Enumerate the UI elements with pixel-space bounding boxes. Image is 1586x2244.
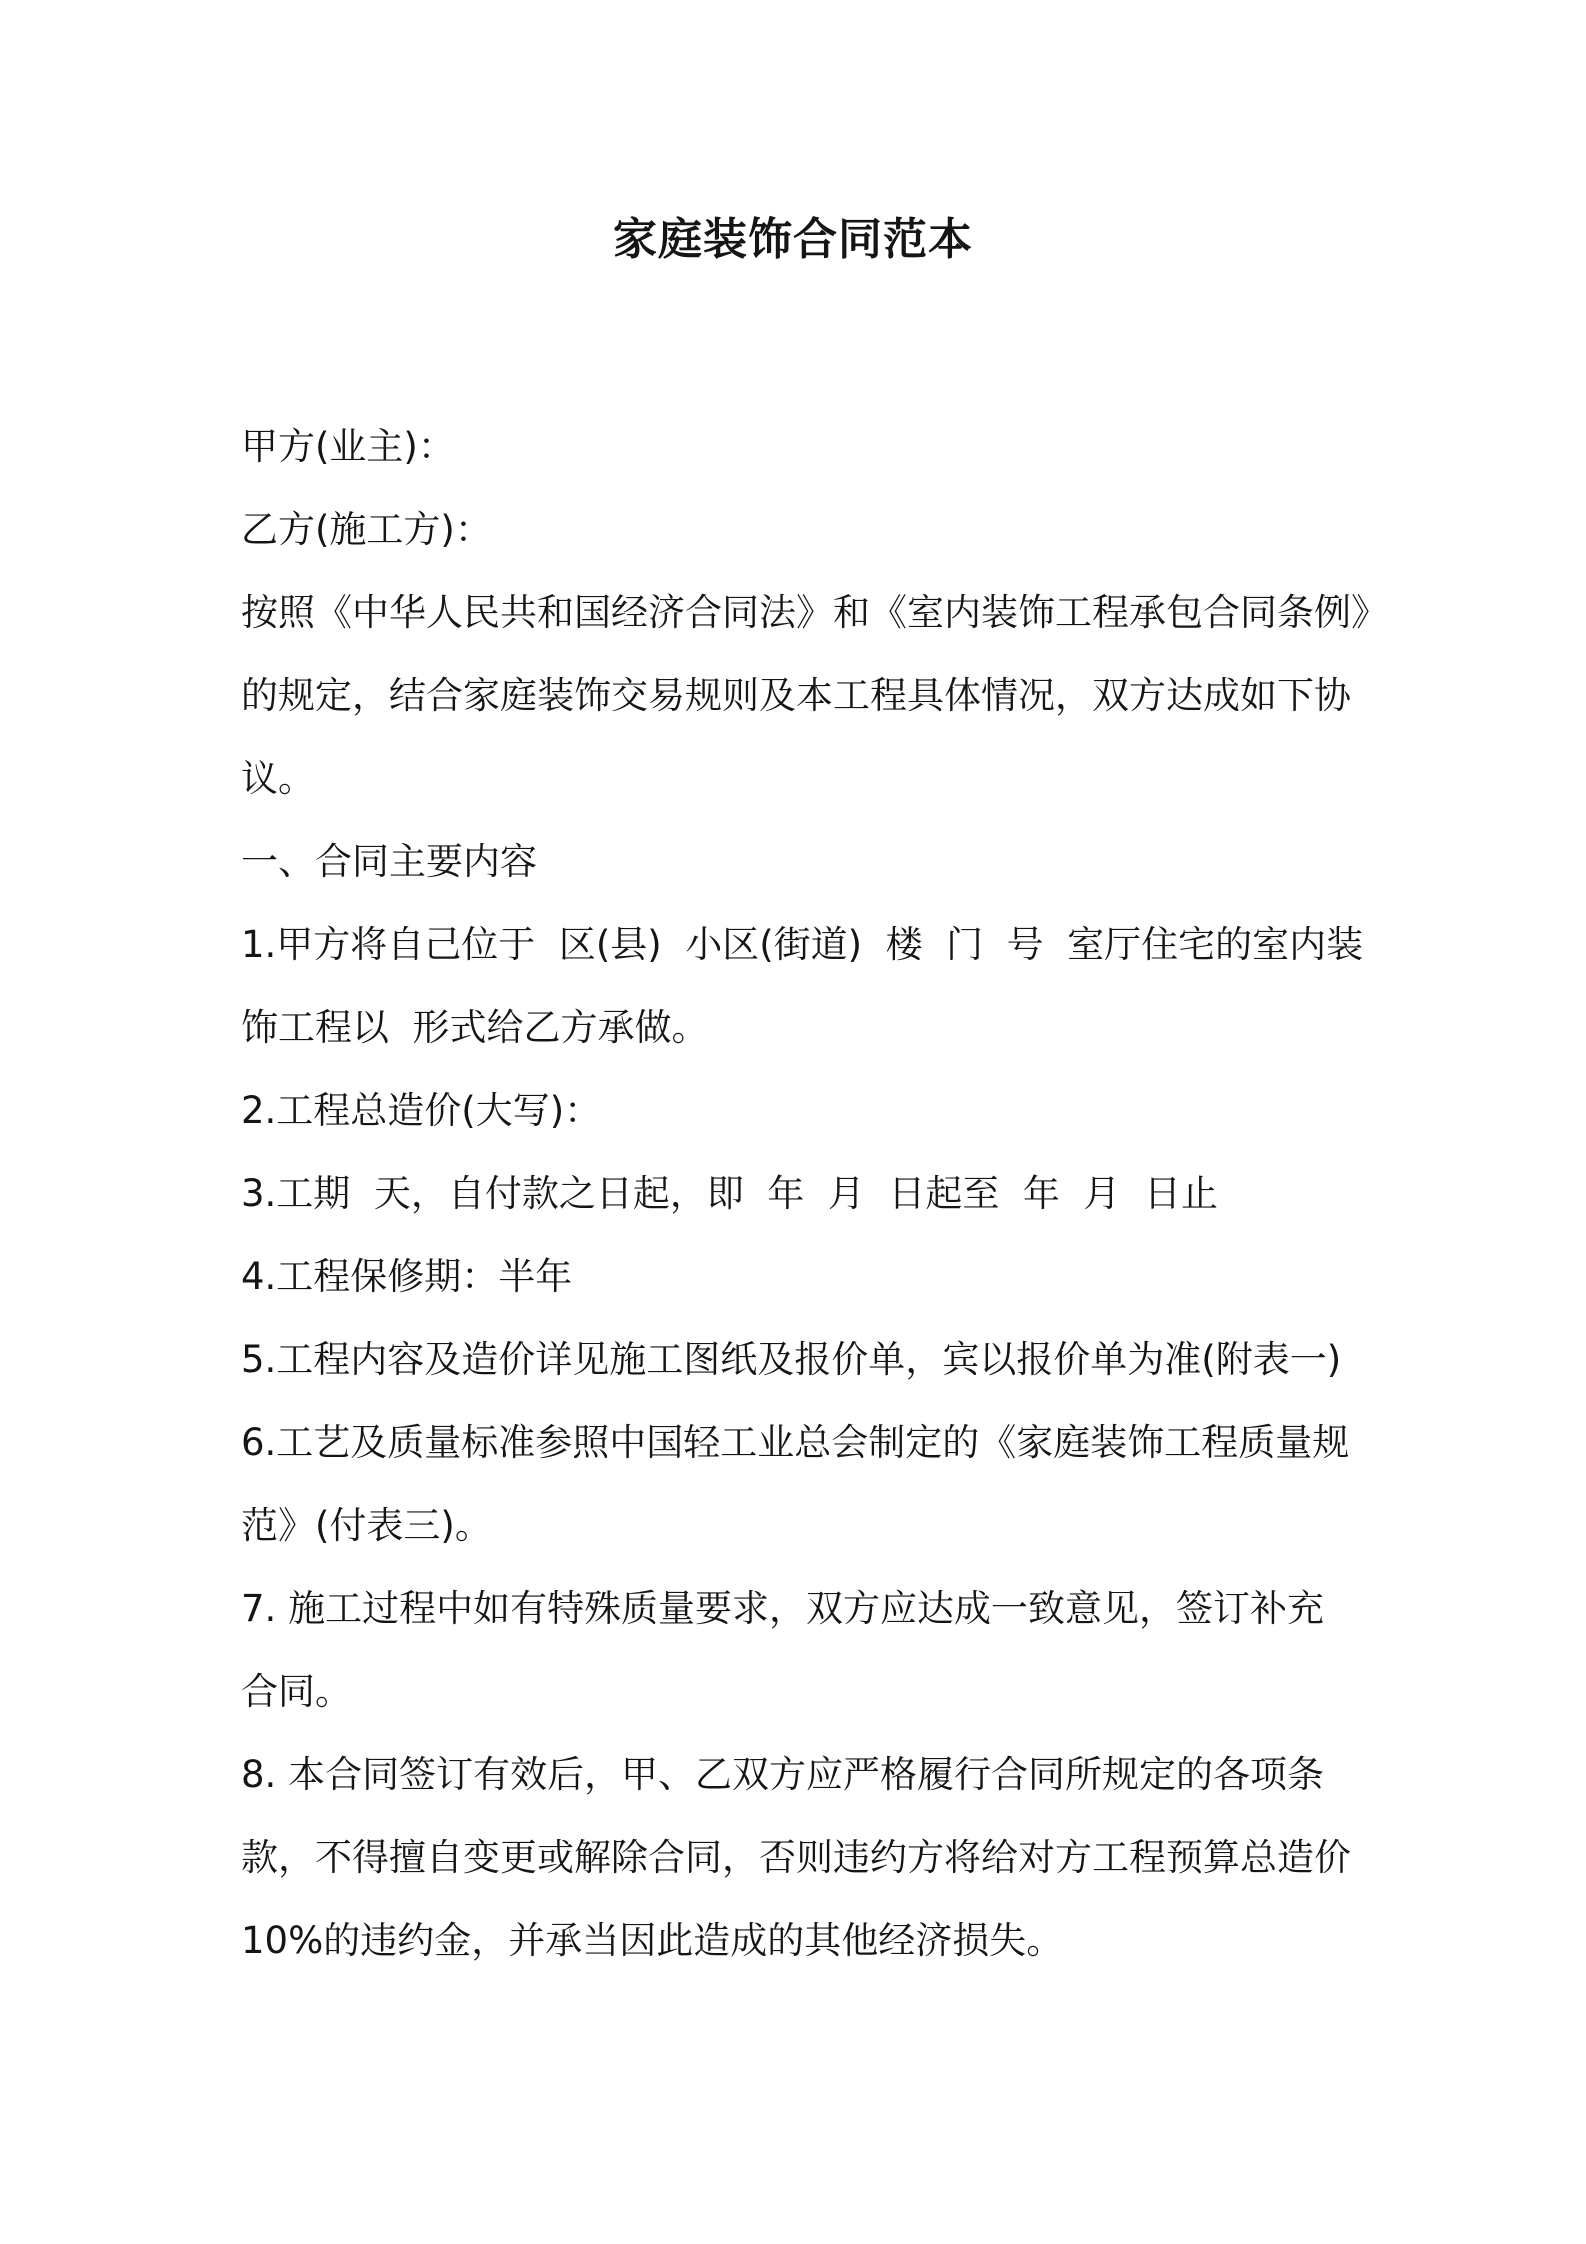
- clause-7-line-1: 7. 施工过程中如有特殊质量要求，双方应达成一致意见，签订补充: [241, 1587, 1325, 1630]
- clause-2: 2.工程总造价(大写)：: [241, 1089, 602, 1132]
- clause-6-line-1: 6.工艺及质量标准参照中国轻工业总会制定的《家庭装饰工程质量规: [241, 1421, 1350, 1464]
- clause-5: 5.工程内容及造价详见施工图纸及报价单，宾以报价单为准(附表一): [241, 1338, 1342, 1381]
- preamble-line-3: 议。: [241, 757, 315, 800]
- clause-8-line-3: 10%的违约金，并承当因此造成的其他经济损失。: [241, 1919, 1064, 1962]
- party-b-line: 乙方(施工方)：: [241, 508, 492, 551]
- party-a-line: 甲方(业主)：: [241, 425, 455, 468]
- preamble-line-1: 按照《中华人民共和国经济合同法》和《室内装饰工程承包合同条例》: [241, 591, 1388, 634]
- clause-8-line-2: 款，不得擅自变更或解除合同，否则违约方将给对方工程预算总造价: [241, 1836, 1351, 1879]
- clause-7-line-2: 合同。: [241, 1670, 352, 1713]
- preamble-line-2: 的规定，结合家庭装饰交易规则及本工程具体情况，双方达成如下协: [241, 674, 1351, 717]
- document-body: [241, 405, 1388, 1982]
- clause-4: 4.工程保修期：半年: [241, 1255, 573, 1298]
- clause-8-line-1: 8. 本合同签订有效后，甲、乙双方应严格履行合同所规定的各项条: [241, 1753, 1325, 1796]
- section-heading: 一、合同主要内容: [241, 840, 537, 883]
- clause-6-line-2: 范》(付表三)。: [241, 1504, 492, 1547]
- clause-1-line-2: 饰工程以 形式给乙方承做。: [241, 1006, 709, 1049]
- clause-1-line-1: 1.甲方将自己位于 区(县) 小区(街道) 楼 门 号 室厅住宅的室内装: [241, 923, 1364, 966]
- clause-3: 3.工期 天，自付款之日起，即 年 月 日起至 年 月 日止: [241, 1172, 1218, 1215]
- document-title: 家庭装饰合同范本: [613, 214, 973, 265]
